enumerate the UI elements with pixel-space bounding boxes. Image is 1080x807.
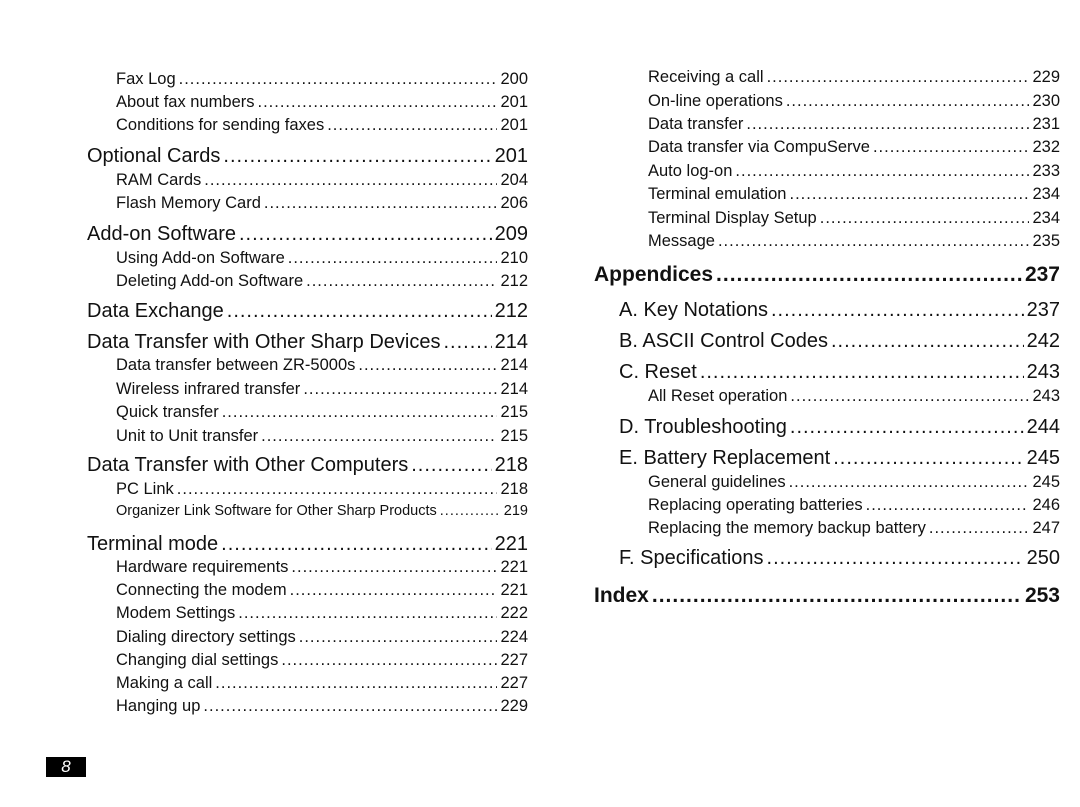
toc-entry-title: Flash Memory Card [116,193,261,212]
dot-leader [652,584,1022,608]
toc-entry-title: Organizer Link Software for Other Sharp Products [116,502,437,519]
toc-entry-page: 214 [494,330,528,353]
toc-entry-page: 247 [1032,518,1060,537]
toc-entry-title: Data Exchange [87,299,224,322]
toc-entry[interactable] [648,519,1060,538]
toc-entry[interactable] [619,330,1060,353]
toc-entry-page: 229 [500,696,528,715]
toc-entry-page: 250 [1026,546,1060,569]
toc-entry-title: Dialing directory settings [116,627,296,646]
toc-entry-page: 245 [1026,446,1060,469]
toc-entry[interactable] [87,223,528,246]
dot-leader [239,223,492,246]
dot-leader [303,380,497,399]
toc-entry-title: Index [594,583,649,607]
toc-entry-title: C. Reset [619,360,697,383]
dot-leader [291,558,497,577]
toc-entry[interactable] [116,171,528,190]
toc-entry[interactable] [648,138,1060,157]
toc-entry[interactable] [648,473,1060,492]
toc-entry[interactable] [648,496,1060,515]
toc-entry[interactable] [648,162,1060,181]
toc-entry-title: Fax Log [116,69,176,88]
toc-entry-page: 221 [500,580,528,599]
dot-leader [790,387,1029,406]
toc-entry-page: 233 [1032,161,1060,180]
toc-entry[interactable] [648,185,1060,204]
page-number-badge: 8 [46,757,86,777]
toc-entry-page: 237 [1026,298,1060,321]
dot-leader [700,361,1024,384]
toc-entry-page: 206 [500,193,528,212]
toc-entry-title: Data transfer via CompuServe [648,137,870,156]
toc-entry[interactable] [116,558,528,577]
toc-entry-title: F. Specifications [619,546,764,569]
toc-entry[interactable] [116,249,528,268]
toc-entry-title: Terminal Display Setup [648,208,817,227]
dot-leader [718,232,1030,251]
dot-leader [288,249,498,268]
toc-entry[interactable] [619,361,1060,384]
toc-entry-page: 212 [500,271,528,290]
toc-entry[interactable] [116,628,528,647]
dot-leader [789,473,1030,492]
toc-entry-title: All Reset operation [648,386,788,405]
toc-entry-page: 214 [500,355,528,374]
toc-entry[interactable] [87,454,528,477]
toc-entry[interactable] [648,92,1060,111]
dot-leader [203,697,497,716]
toc-entry-page: 214 [500,379,528,398]
toc-entry[interactable] [87,331,528,354]
toc-entry-page: 218 [494,453,528,476]
toc-entry-page: 219 [503,502,528,519]
toc-entry-title: Data Transfer with Other Computers [87,453,409,476]
toc-entry[interactable] [87,533,528,556]
dot-leader [238,604,497,623]
dot-leader [771,299,1024,322]
toc-entry-title: Message [648,231,715,250]
toc-entry-page: 243 [1032,386,1060,405]
toc-entry-title: E. Battery Replacement [619,446,831,469]
toc-entry[interactable] [116,427,528,446]
dot-leader [223,145,491,168]
toc-entry[interactable] [648,68,1060,87]
dot-leader [281,651,497,670]
toc-entry-title: Hanging up [116,696,201,715]
toc-entry-title: Add-on Software [87,222,236,245]
toc-entry-page: 221 [494,532,528,555]
dot-leader [215,674,497,693]
toc-entry-title: Replacing operating batteries [648,495,863,514]
toc-entry[interactable] [116,116,528,135]
toc-entry-page: 227 [500,650,528,669]
toc-entry-page: 201 [494,144,528,167]
dot-leader [264,194,498,213]
toc-entry-title: Terminal emulation [648,184,787,203]
toc-entry-title: Using Add-on Software [116,248,285,267]
toc-entry-title: Making a call [116,673,213,692]
toc-entry-title: D. Troubleshooting [619,415,787,438]
toc-entry-title: PC Link [116,479,174,498]
toc-entry-page: 230 [1032,91,1060,110]
toc-entry-page: 244 [1026,415,1060,438]
toc-entry-page: 234 [1032,208,1060,227]
dot-leader [258,93,498,112]
toc-entry-page: 246 [1032,495,1060,514]
dot-leader [261,427,497,446]
toc-entry[interactable] [116,93,528,112]
toc-entry-page: 215 [500,426,528,445]
toc-entry-page: 245 [1032,472,1060,491]
dot-leader [358,356,497,375]
toc-entry-title: Appendices [594,262,714,286]
toc-entry-title: Data Transfer with Other Sharp Devices [87,330,441,353]
dot-leader [789,185,1029,204]
dot-leader [767,547,1024,570]
dot-leader [306,272,497,291]
toc-entry-title: Data transfer [648,114,744,133]
dot-leader [831,330,1024,353]
toc-entry-page: 201 [500,115,528,134]
toc-entry[interactable] [116,674,528,693]
dot-leader [204,171,497,190]
dot-leader [746,115,1029,134]
toc-entry-title: Replacing the memory backup battery [648,518,926,537]
toc-entry[interactable] [619,447,1060,470]
toc-entry[interactable] [116,380,528,399]
dot-leader [873,138,1030,157]
toc-entry-title: Conditions for sending faxes [116,115,325,134]
toc-entry[interactable] [594,263,1060,287]
toc-entry[interactable] [87,300,528,323]
toc-entry-title: General guidelines [648,472,786,491]
toc-entry-title: Unit to Unit transfer [116,426,259,445]
toc-entry-title: Terminal mode [87,532,219,555]
toc-entry[interactable] [116,651,528,670]
toc-entry-title: Optional Cards [87,144,221,167]
toc-entry-title: B. ASCII Control Codes [619,329,828,352]
toc-entry-title: On-line operations [648,91,783,110]
toc-entry[interactable] [116,272,528,291]
toc-entry-page: 229 [1032,67,1060,86]
toc-entry-page: 221 [500,557,528,576]
toc-entry-page: 210 [500,248,528,267]
toc-entry[interactable] [116,70,528,89]
toc-entry-title: Data transfer between ZR-5000s [116,355,356,374]
toc-entry-page: 253 [1024,583,1060,607]
toc-entry-title: Modem Settings [116,603,236,622]
toc-entry-title: Auto log-on [648,161,733,180]
toc-entry-page: 231 [1032,114,1060,133]
dot-leader [735,162,1029,181]
toc-entry[interactable] [116,356,528,375]
toc-entry-page: 242 [1026,329,1060,352]
toc-entry[interactable] [116,480,528,499]
dot-leader [833,447,1023,470]
toc-entry-title: Quick transfer [116,402,219,421]
toc-entry-page: 209 [494,222,528,245]
toc-entry[interactable] [116,403,528,422]
dot-leader [929,519,1030,538]
dot-leader [179,70,498,89]
dot-leader [221,533,491,556]
toc-entry-title: Deleting Add-on Software [116,271,304,290]
toc-entry[interactable] [594,584,1060,608]
toc-entry-title: Receiving a call [648,67,764,86]
dot-leader [767,68,1030,87]
toc-entry-title: Hardware requirements [116,557,289,576]
dot-leader [411,454,491,477]
toc-entry[interactable] [116,503,528,519]
toc-entry-page: 234 [1032,184,1060,203]
toc-entry[interactable] [619,416,1060,439]
toc-entry-page: 204 [500,170,528,189]
toc-entry-title: RAM Cards [116,170,202,189]
dot-leader [866,496,1030,515]
dot-leader [443,331,491,354]
toc-entry-title: Changing dial settings [116,650,279,669]
toc-entry[interactable] [648,387,1060,406]
dot-leader [177,480,498,499]
toc-entry-page: 232 [1032,137,1060,156]
dot-leader [440,503,501,519]
dot-leader [716,263,1022,287]
toc-entry[interactable] [116,604,528,623]
dot-leader [327,116,497,135]
toc-entry-page: 201 [500,92,528,111]
toc-entry-page: 222 [500,603,528,622]
toc-entry[interactable] [116,581,528,600]
toc-entry-title: Wireless infrared transfer [116,379,301,398]
dot-leader [790,416,1024,439]
toc-entry[interactable] [87,145,528,168]
dot-leader [299,628,498,647]
dot-leader [227,300,492,323]
dot-leader [786,92,1030,111]
toc-entry[interactable] [648,209,1060,228]
toc-entry[interactable] [648,232,1060,251]
toc-entry-page: 215 [500,402,528,421]
toc-entry-page: 224 [500,627,528,646]
toc-entry-title: Connecting the modem [116,580,287,599]
toc-entry-title: About fax numbers [116,92,255,111]
toc-entry-title: A. Key Notations [619,298,768,321]
toc-entry[interactable] [116,697,528,716]
toc-entry[interactable] [619,547,1060,570]
toc-entry-page: 243 [1026,360,1060,383]
dot-leader [222,403,498,422]
toc-entry-page: 212 [494,299,528,322]
toc-entry[interactable] [648,115,1060,134]
toc-entry-page: 227 [500,673,528,692]
toc-entry[interactable] [116,194,528,213]
toc-entry-page: 200 [500,69,528,88]
toc-entry-page: 218 [500,479,528,498]
dot-leader [820,209,1030,228]
toc-entry-page: 237 [1024,262,1060,286]
toc-entry-page: 235 [1032,231,1060,250]
toc-entry[interactable] [619,299,1060,322]
dot-leader [290,581,498,600]
